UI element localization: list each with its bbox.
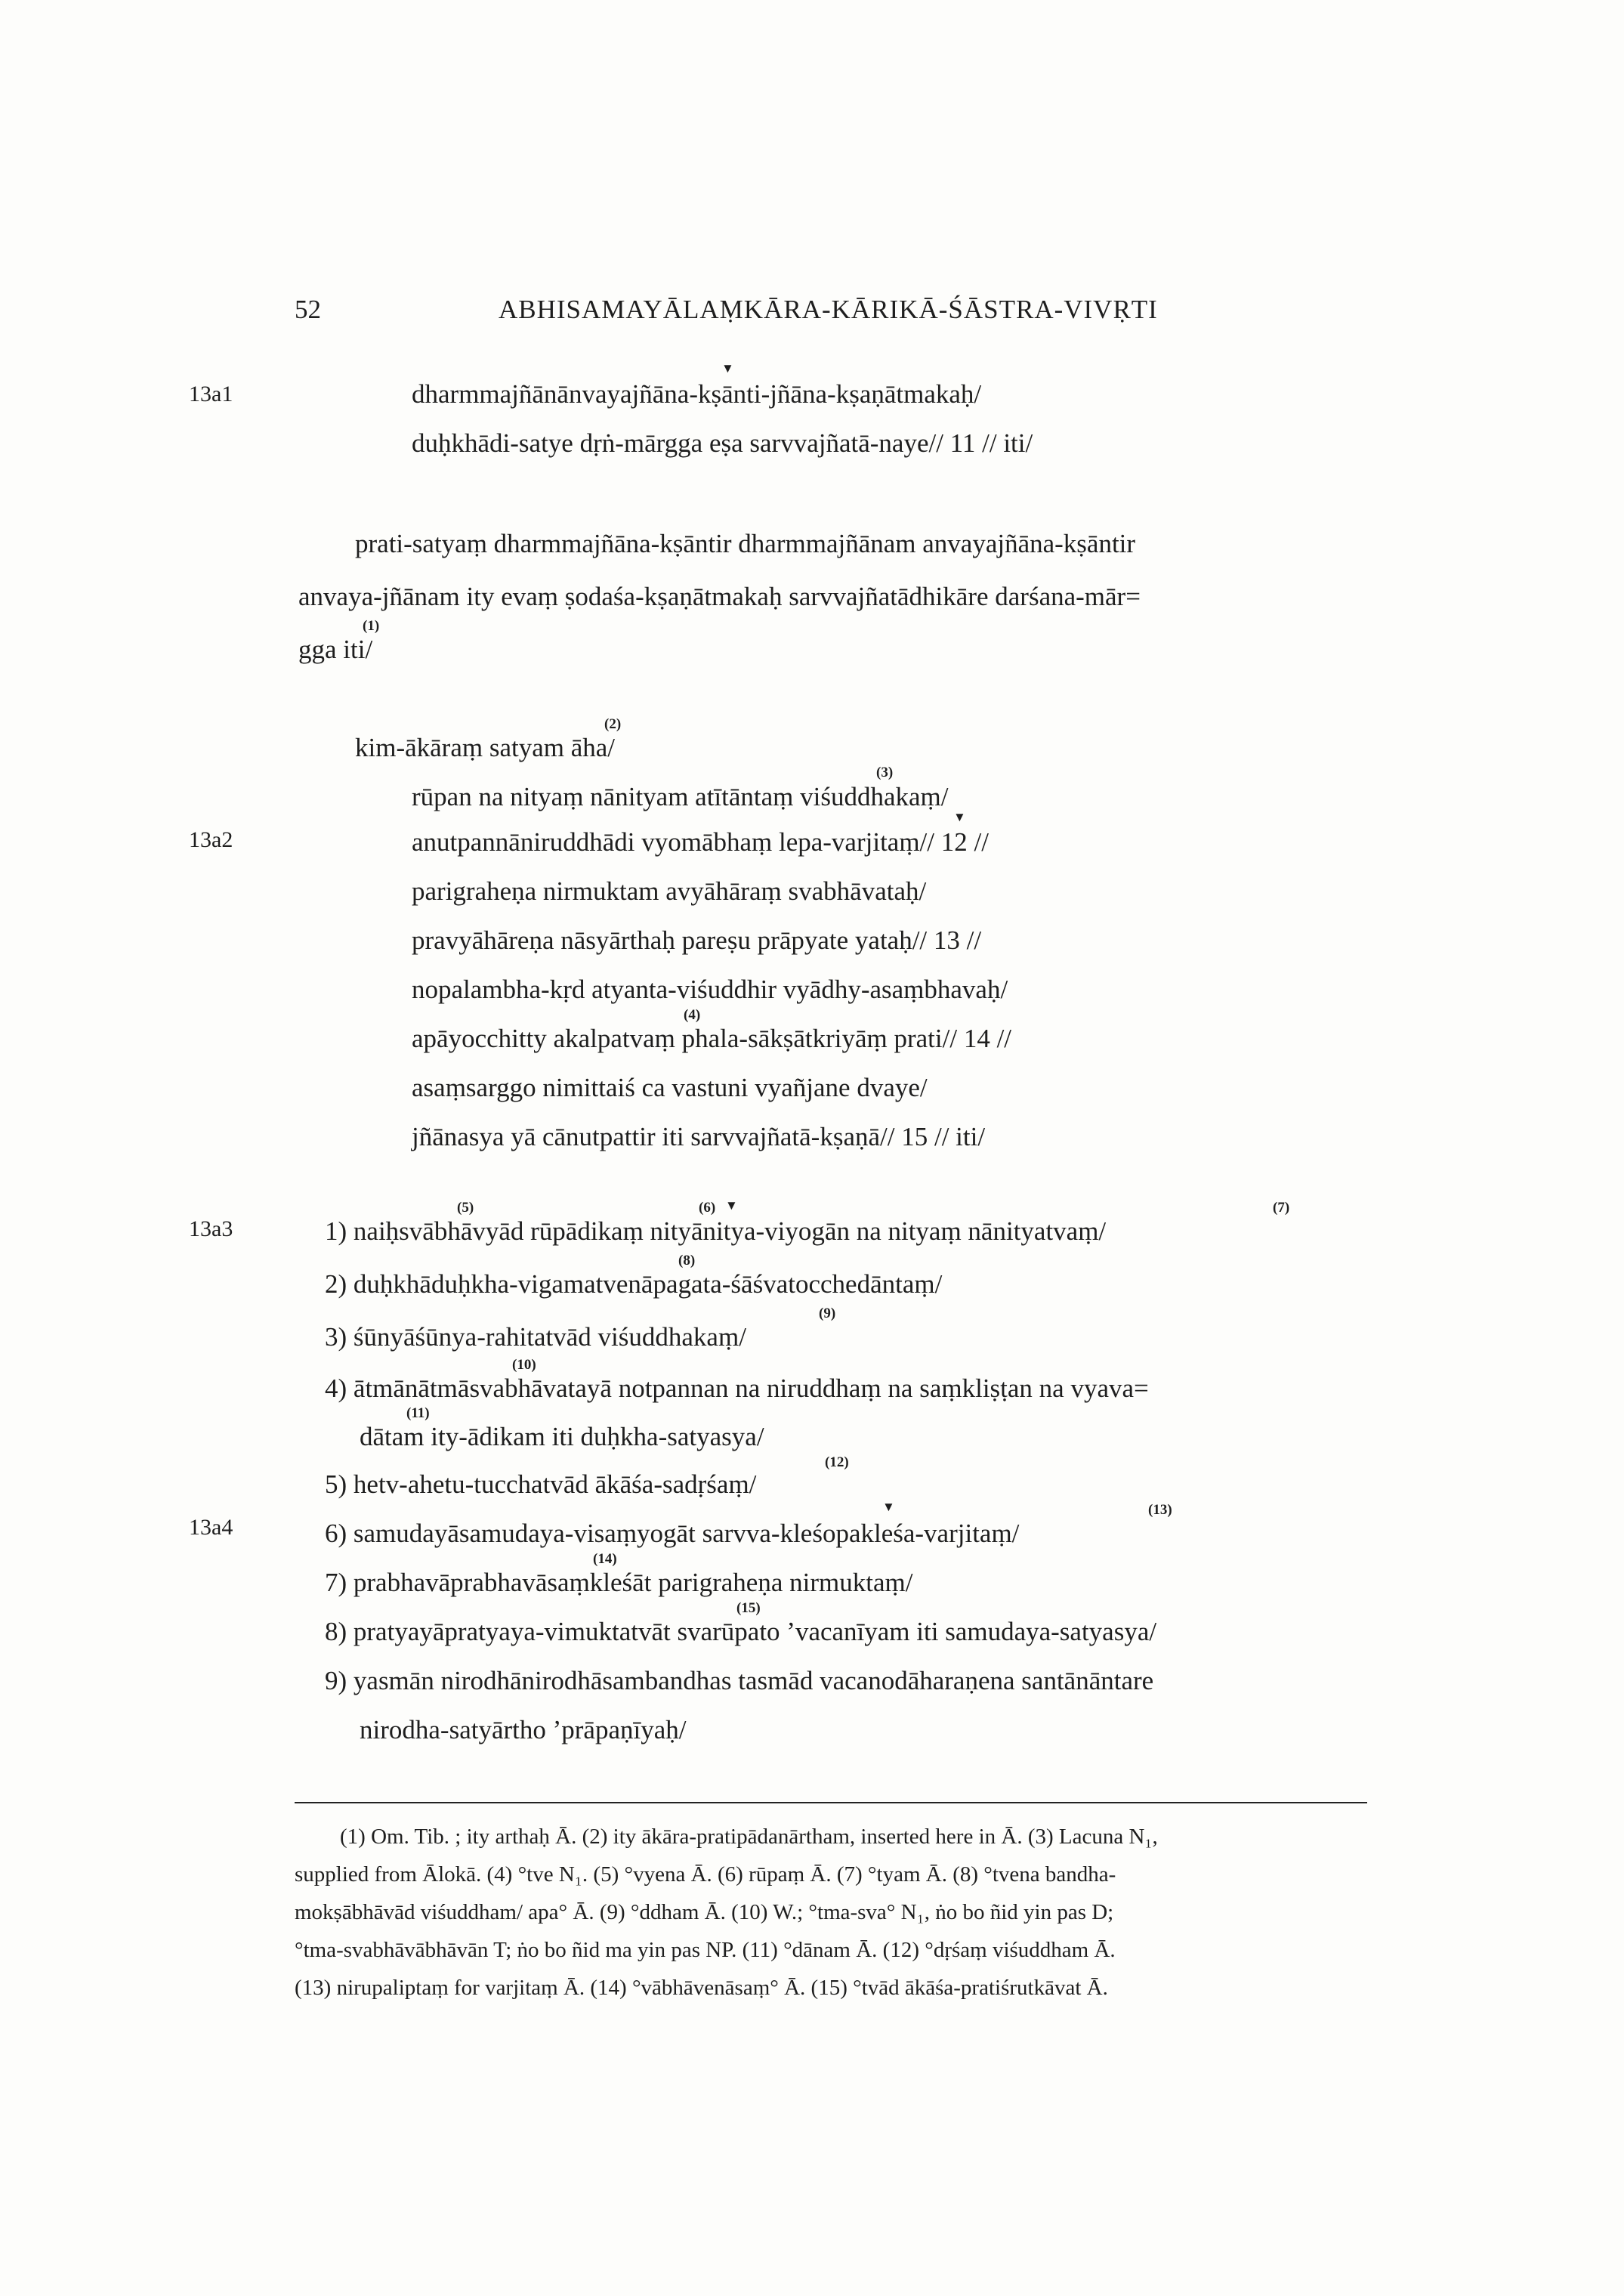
- footnote-rule: [295, 1802, 1367, 1803]
- verse-line: nopalambha-kṛd atyanta-viśuddhir vyādhy-asaṃbhavaḥ/: [412, 975, 1008, 1004]
- note-marker: (2): [604, 716, 622, 732]
- note-marker: (3): [876, 765, 894, 780]
- commentary-line: prati-satyaṃ dharmmajñāna-kṣāntir dharmmajñānam anvayajñāna-kṣāntir: [355, 529, 1136, 558]
- verse-line: anutpannāniruddhādi vyomābhaṃ lepa-varjitaṃ// 12 //: [412, 827, 989, 857]
- note-marker: (11): [406, 1405, 430, 1421]
- note-marker: (14): [593, 1551, 617, 1567]
- verse-line: parigraheṇa nirmuktam avyāhāraṃ svabhāvataḥ/: [412, 876, 927, 906]
- folio-ref-13a2: 13a2: [189, 827, 233, 852]
- insertion-mark: ▼: [882, 1500, 895, 1514]
- note-marker: (15): [736, 1600, 761, 1616]
- note-marker: (8): [678, 1253, 696, 1269]
- verse-line: dharmmajñānānvayajñāna-kṣānti-jñāna-kṣaṇātmakaḥ/: [412, 379, 982, 409]
- numbered-line: 2) duḥkhāduḥkha-vigamatvenāpagata-śāśvatocchedāntaṃ/: [325, 1269, 943, 1299]
- numbered-line: 1) naiḥsvābhāvyād rūpādikaṃ nityānitya-viyogān na nityaṃ nānityatvaṃ/: [325, 1216, 1107, 1246]
- numbered-line: 9) yasmān nirodhānirodhāsambandhas tasmād vacanodāharaṇena santānāntare: [325, 1666, 1154, 1695]
- numbered-line: 6) samudayāsamudaya-visaṃyogāt sarvva-kleśopakleśa-varjitaṃ/: [325, 1519, 1020, 1548]
- numbered-line: 5) hetv-ahetu-tucchatvād ākāśa-sadṛśaṃ/: [325, 1469, 757, 1499]
- footnote-line: mokṣābhāvād viśuddham/ apa° Ā. (9) °ddham Ā. (10) W.; °tma-sva° N₁, ṅo bo ñid yin pas D;: [295, 1900, 1114, 1924]
- verse-line: pravyāhāreṇa nāsyārthaḥ pareṣu prāpyate yataḥ// 13 //: [412, 926, 982, 955]
- insertion-mark: ▼: [953, 810, 966, 824]
- note-marker: (13): [1148, 1502, 1172, 1518]
- verse-line: asaṃsarggo nimittaiś ca vastuni vyañjane dvaye/: [412, 1073, 928, 1102]
- numbered-line: 7) prabhavāprabhavāsaṃkleśāt parigraheṇa nirmuktaṃ/: [325, 1568, 913, 1597]
- insertion-mark: ▼: [721, 361, 734, 375]
- commentary-line: gga iti/: [298, 635, 373, 664]
- commentary-line: anvaya-jñānam ity evaṃ ṣodaśa-kṣaṇātmakaḥ sarvvajñatādhikāre darśana-mār=: [298, 582, 1141, 611]
- footnote-line: (1) Om. Tib. ; ity arthaḥ Ā. (2) ity ākāra-pratipādanārtham, inserted here in Ā. (3) Lacuna N₁,: [340, 1825, 1158, 1849]
- folio-ref-13a1: 13a1: [189, 382, 233, 406]
- numbered-line: dātam ity-ādikam iti duḥkha-satyasya/: [360, 1422, 764, 1451]
- page-number: 52: [295, 295, 321, 324]
- folio-ref-13a3: 13a3: [189, 1216, 233, 1241]
- footnote-line: °tma-svabhāvābhāvān T; ṅo bo ñid ma yin pas NP. (11) °dānam Ā. (12) °dṛśaṃ viśuddham Ā.: [295, 1938, 1116, 1962]
- note-marker: (4): [684, 1007, 701, 1023]
- note-marker: (6): [699, 1200, 716, 1216]
- folio-ref-13a4: 13a4: [189, 1515, 233, 1540]
- note-marker: (9): [819, 1306, 836, 1321]
- note-marker: (7): [1273, 1200, 1290, 1216]
- note-marker: (5): [457, 1200, 474, 1216]
- note-marker: (10): [512, 1357, 536, 1373]
- question-line: kim-ākāraṃ satyam āha/: [355, 733, 616, 762]
- note-marker: (1): [363, 618, 380, 634]
- numbered-line: 3) śūnyāśūnya-rahitatvād viśuddhakaṃ/: [325, 1322, 746, 1352]
- verse-line: jñānasya yā cānutpattir iti sarvvajñatā-kṣaṇā// 15 // iti/: [412, 1122, 986, 1151]
- verse-line: duḥkhādi-satye dṛṅ-mārgga eṣa sarvvajñatā-naye// 11 // iti/: [412, 428, 1033, 458]
- running-title: ABHISAMAYĀLAṂKĀRA-KĀRIKĀ-ŚĀSTRA-VIVṚTI: [499, 295, 1158, 324]
- verse-line: apāyocchitty akalpatvaṃ phala-sākṣātkriyāṃ prati// 14 //: [412, 1024, 1012, 1053]
- numbered-line: 4) ātmānātmāsvabhāvatayā notpannan na niruddhaṃ na saṃkliṣṭan na vyava=: [325, 1374, 1149, 1403]
- note-marker: (12): [825, 1454, 849, 1470]
- numbered-line: nirodha-satyārtho ’prāpaṇīyaḥ/: [360, 1715, 687, 1744]
- insertion-mark: ▼: [725, 1198, 738, 1213]
- verse-line: rūpan na nityaṃ nānityam atītāntaṃ viśuddhakaṃ/: [412, 782, 949, 811]
- footnote-line: (13) nirupaliptaṃ for varjitaṃ Ā. (14) °vābhāvenāsaṃ° Ā. (15) °tvād ākāśa-pratiśrutkāvat Ā.: [295, 1976, 1108, 2000]
- footnote-line: supplied from Ālokā. (4) °tve N₁. (5) °vyena Ā. (6) rūpaṃ Ā. (7) °tyam Ā. (8) °tvena bandha-: [295, 1862, 1116, 1887]
- numbered-line: 8) pratyayāpratyaya-vimuktatvāt svarūpato ’vacanīyam iti samudaya-satyasya/: [325, 1617, 1157, 1646]
